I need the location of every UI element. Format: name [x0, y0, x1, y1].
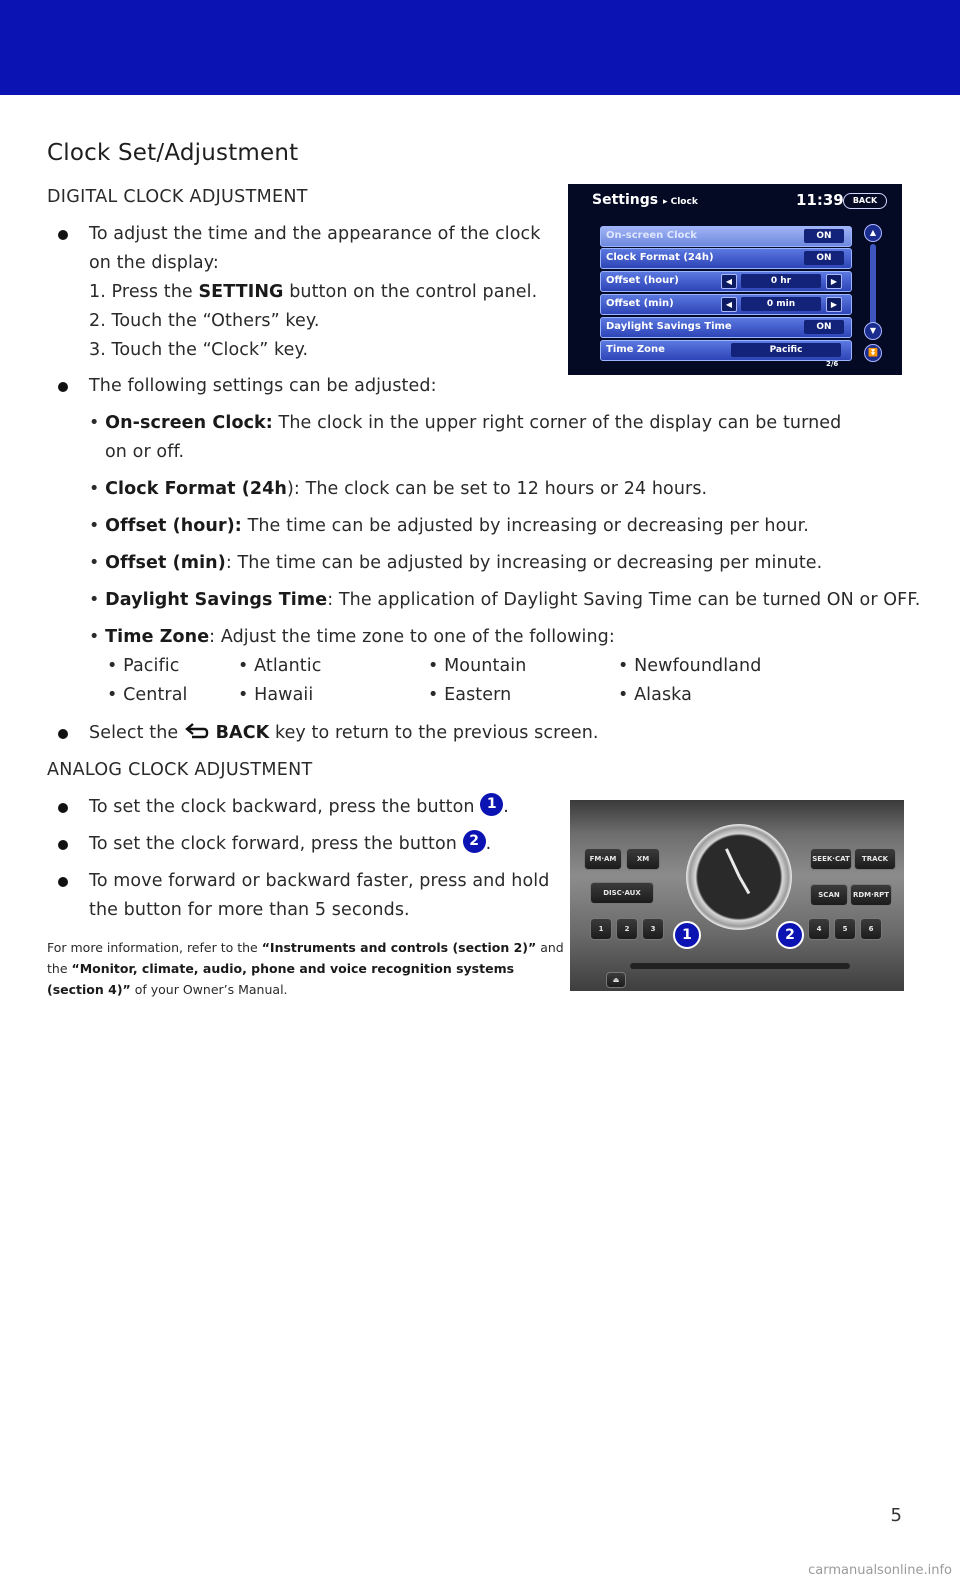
screen-page-indicator: 2/6 — [826, 360, 839, 368]
watermark: carmanualsonline.info — [808, 1563, 952, 1578]
screen-back-button: BACK — [843, 193, 887, 209]
disc-slot — [630, 963, 850, 969]
back-instruction: Select the BACK key to return to the previous screen. — [89, 723, 599, 743]
text-line: To adjust the time and the appearance of the clock — [89, 224, 541, 244]
screen-row: Clock Format (24h) ON — [600, 248, 852, 269]
zone-list-item: • Eastern — [428, 685, 512, 705]
left-arrow-icon: ◀ — [721, 274, 737, 289]
scroll-up-icon: ▲ — [864, 224, 882, 242]
dash-button: 2 — [616, 918, 638, 940]
dash-button: 4 — [808, 918, 830, 940]
dash-button: SCAN — [810, 884, 848, 906]
bullet-icon — [58, 803, 68, 813]
setting-item-onscreen-clock-cont: on or off. — [105, 442, 185, 462]
bullet-icon — [58, 382, 68, 392]
button-1-badge: 1 — [480, 793, 503, 816]
analog-forward: To set the clock forward, press the button 2 . — [89, 830, 491, 859]
clock-hour-hand — [738, 876, 750, 894]
scroll-bar — [870, 244, 876, 328]
settings-intro: The following settings can be adjusted: — [89, 376, 437, 396]
back-arrow-icon — [184, 722, 210, 740]
screen-row: Time Zone Pacific — [600, 340, 852, 361]
bullet-icon — [58, 230, 68, 240]
button-2-badge: 2 — [463, 830, 486, 853]
screen-row: Offset (hour) ◀ 0 hr ▶ — [600, 271, 852, 292]
digital-intro — [89, 220, 541, 365]
analog-hold: To move forward or backward faster, press and hold the button for more than 5 seconds. — [89, 871, 550, 920]
dash-button: TRACK — [854, 848, 896, 870]
dash-button: 1 — [590, 918, 612, 940]
dash-button: FM·AM — [584, 848, 622, 870]
step-1: 1. Press the SETTING button on the control panel. — [89, 282, 538, 302]
analog-backward: To set the clock backward, press the button 1 . — [89, 793, 509, 822]
scroll-bottom-icon: ⏬ — [864, 344, 882, 362]
setting-item-time-zone: • Time Zone: Adjust the time zone to one of the following: — [89, 627, 615, 647]
setting-item-clock-format: • Clock Format (24h): The clock can be set to 12 hours or 24 hours. — [89, 479, 708, 499]
dash-button: DISC·AUX — [590, 882, 654, 904]
dash-button: 3 — [642, 918, 664, 940]
setting-item-onscreen-clock: • On-screen Clock: The clock in the upper right corner of the display can be turned — [89, 413, 842, 433]
right-arrow-icon: ▶ — [826, 297, 842, 312]
button-2-marker: 2 — [776, 921, 804, 949]
setting-item-offset-hour: • Offset (hour): The time can be adjusted by increasing or decreasing per hour. — [89, 516, 809, 536]
step-2: 2. Touch the “Others” key. — [89, 311, 320, 331]
left-arrow-icon: ◀ — [721, 297, 737, 312]
eject-icon: ⏏ — [606, 972, 626, 988]
header-bar — [0, 0, 960, 95]
screen-clock: 11:39 — [796, 191, 844, 209]
page-title: Clock Set/Adjustment — [47, 140, 299, 166]
settings-screen-photo — [568, 184, 902, 375]
dash-button: XM — [626, 848, 660, 870]
zone-list-item: • Newfoundland — [618, 656, 762, 676]
page-number: 5 — [890, 1505, 902, 1526]
step-3: 3. Touch the “Clock” key. — [89, 340, 309, 360]
scroll-down-icon: ▼ — [864, 322, 882, 340]
dashboard-clock-photo — [570, 800, 904, 991]
footnote: For more information, refer to the “Instruments and controls (section 2)” and the “Monitor, climate, audio, phone and voice recognition systems (section 4)” of your Owner’s Manual. — [47, 940, 564, 997]
text-line: on the display: — [89, 253, 219, 273]
right-arrow-icon: ▶ — [826, 274, 842, 289]
screen-row: Offset (min) ◀ 0 min ▶ — [600, 294, 852, 315]
dash-button: RDM·RPT — [850, 884, 892, 906]
digital-heading: DIGITAL CLOCK ADJUSTMENT — [47, 187, 308, 207]
button-1-marker: 1 — [673, 921, 701, 949]
analog-heading: ANALOG CLOCK ADJUSTMENT — [47, 760, 313, 780]
clock-minute-hand — [725, 848, 741, 877]
bullet-icon — [58, 877, 68, 887]
dash-button: 6 — [860, 918, 882, 940]
setting-item-dst: • Daylight Savings Time: The application of Daylight Saving Time can be turned ON or OFF. — [89, 590, 921, 610]
zone-list-item: • Atlantic — [238, 656, 322, 676]
bullet-icon — [58, 840, 68, 850]
screen-row: Daylight Savings Time ON — [600, 317, 852, 338]
analog-clock — [686, 824, 792, 930]
dash-button: 5 — [834, 918, 856, 940]
zone-list-item: • Alaska — [618, 685, 692, 705]
screen-header: Settings ▸ Clock — [592, 192, 698, 208]
dash-button: SEEK·CAT — [810, 848, 852, 870]
zone-list-item: • Central — [107, 685, 188, 705]
zone-list-item: • Pacific — [107, 656, 180, 676]
zone-list-item: • Mountain — [428, 656, 527, 676]
screen-row: On-screen Clock ON — [600, 226, 852, 247]
zone-list-item: • Hawaii — [238, 685, 314, 705]
setting-item-offset-min: • Offset (min): The time can be adjusted by increasing or decreasing per minute. — [89, 553, 823, 573]
bullet-icon — [58, 729, 68, 739]
